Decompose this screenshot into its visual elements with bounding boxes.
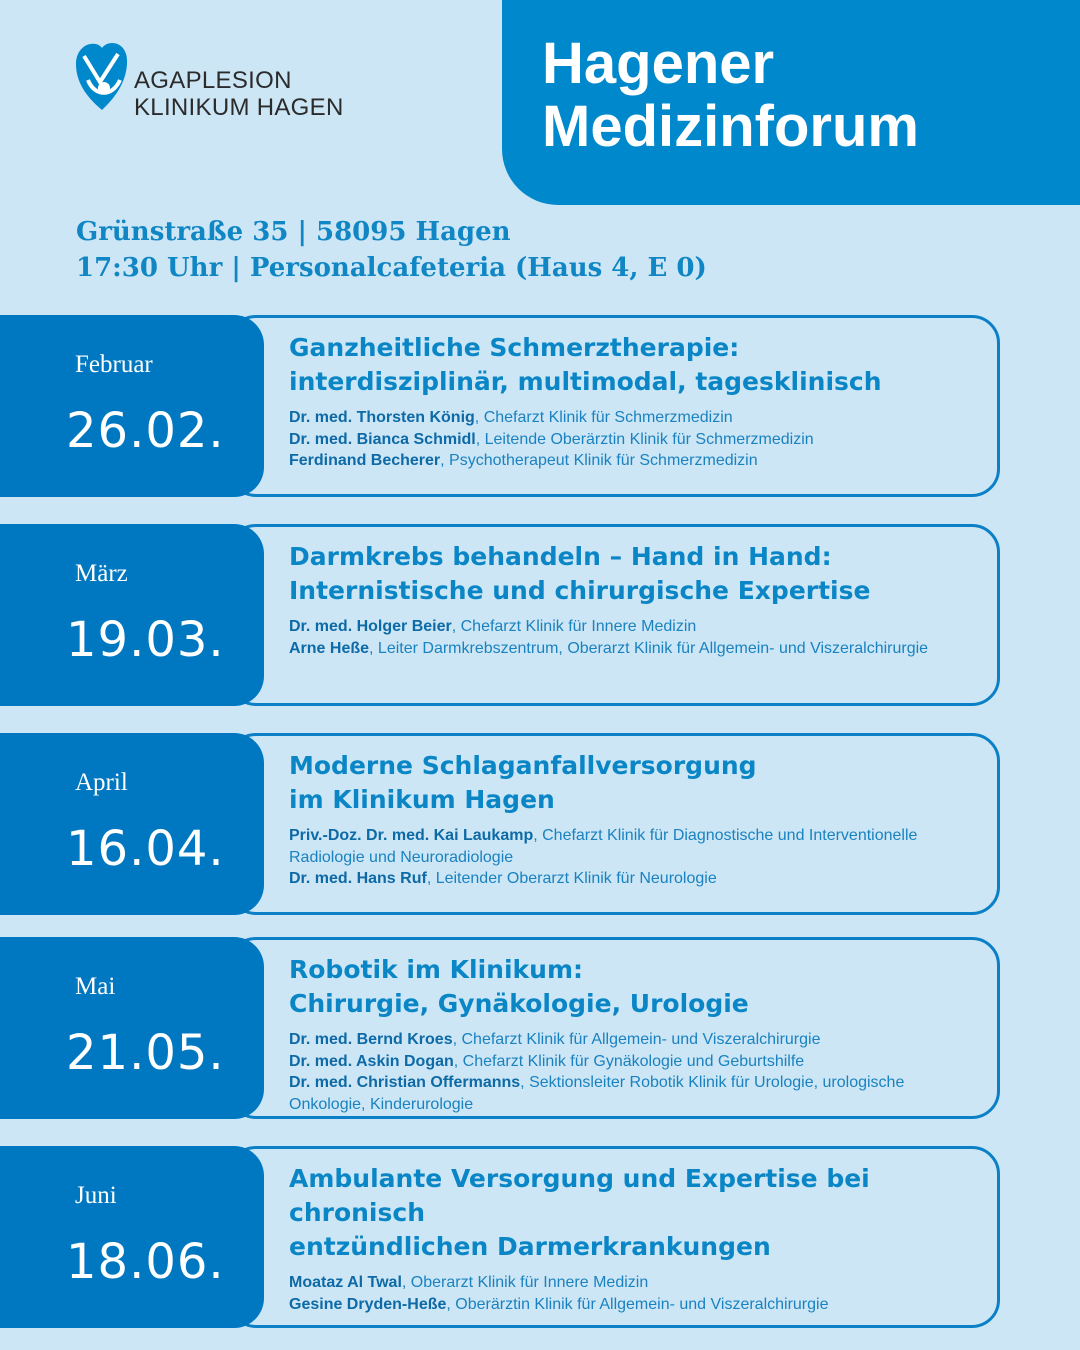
speaker [289,1051,979,1073]
event-month: April [75,769,128,796]
event-title [289,1162,979,1264]
event-content [289,1162,979,1315]
heart-person-icon [74,40,130,116]
event-title-line2: entzündlichen Darmerkrankungen [289,1232,771,1261]
speaker-name: Gesine Dryden-Heße [289,1295,447,1313]
speaker-name: Priv.-Doz. Dr. med. Kai Laukamp [289,827,534,844]
speaker-role: , Chefarzt Klinik für Gynäkologie und Geburtshilfe [453,1052,805,1070]
event-title-line1: Ambulante Versorgung und Expertise bei chronisch [289,1164,870,1227]
page-title [542,32,919,158]
speaker-role: , Chefarzt Klinik für Innere Medizin [451,618,697,635]
speaker [289,825,979,868]
event-card [0,937,1000,1119]
venue-time-place: 17:30 Uhr | Personalcafeteria (Haus 4, E 0) [76,253,707,283]
event-title [289,953,979,1021]
event-title-line2: Internistische und chirurgische Expertise [289,576,871,605]
event-content [289,953,979,1115]
event-title-line2: im Klinikum Hagen [289,785,555,814]
speaker-role: , Chefarzt Klinik für Allgemein- und Viszeralchirurgie [452,1031,821,1048]
event-date-box [0,937,264,1119]
speaker-role: , Chefarzt Klinik für Schmerzmedizin [474,409,733,426]
event-date-box [0,1146,264,1328]
venue-info [76,214,707,286]
speaker-role: , Chefarzt Klinik für Diagnostische und Interventionelle Radiologie und Neuroradiologie [289,827,918,866]
event-month: Mai [75,973,116,1000]
speaker-role: , Oberärztin Klinik für Allgemein- und Viszeralchirurgie [446,1295,829,1313]
event-title-line1: Ganzheitliche Schmerztherapie: [289,333,740,362]
event-content [289,331,979,472]
event-date: 21.05. [66,1025,225,1081]
speaker-role: , Oberarzt Klinik für Innere Medizin [401,1274,649,1291]
event-date: 18.06. [66,1234,225,1290]
event-card [0,1146,1000,1328]
speaker-name: Dr. med. Bianca Schmidl [289,430,476,448]
speaker [289,1072,979,1115]
speaker-name: Dr. med. Christian Offermanns [289,1074,521,1091]
event-month: Juni [75,1182,117,1209]
speaker [289,450,979,472]
event-title-line2: Chirurgie, Gynäkologie, Urologie [289,989,749,1018]
event-date: 19.03. [66,612,225,668]
event-date: 16.04. [66,821,225,877]
speaker-role: , Sektionsleiter Robotik Klinik für Urologie, urologische Onkologie, Kinderurologie [289,1074,905,1113]
page-title-line2: Medizinforum [542,94,919,159]
page-title-line1: Hagener [542,31,775,96]
speaker-role: , Leitende Oberärztin Klinik für Schmerzmedizin [475,430,814,448]
speaker-role: , Psychotherapeut Klinik für Schmerzmedizin [440,452,758,469]
event-date-box [0,315,264,497]
speaker [289,616,979,638]
speaker [289,638,979,660]
event-date: 26.02. [66,403,225,459]
event-content [289,540,979,659]
speaker [289,1294,979,1316]
event-title [289,540,979,608]
event-month: Februar [75,351,153,378]
speaker [289,429,979,451]
event-title-line1: Robotik im Klinikum: [289,955,584,984]
event-title-line1: Darmkrebs behandeln – Hand in Hand: [289,542,832,571]
speaker-role: , Leitender Oberarzt Klinik für Neurologie [426,870,717,887]
event-title-line1: Moderne Schlaganfallversorgung [289,751,757,780]
event-date-box [0,733,264,915]
event-month: März [75,560,128,587]
event-content [289,749,979,890]
event-card [0,315,1000,497]
event-title-line2: interdisziplinär, multimodal, tagesklinisch [289,367,882,396]
brand-logo [74,40,374,130]
event-card [0,733,1000,915]
speaker-name: Dr. med. Holger Beier [289,618,452,635]
brand-name-line1: AGAPLESION [134,67,292,94]
venue-address: Grünstraße 35 | 58095 Hagen [76,217,511,247]
event-title [289,749,979,817]
event-title [289,331,979,399]
speaker-name: Moataz Al Twal [289,1274,402,1291]
brand-name [134,67,344,121]
speaker-name: Dr. med. Thorsten König [289,409,475,426]
speaker [289,1272,979,1294]
speaker [289,407,979,429]
event-date-box [0,524,264,706]
speaker-name: Dr. med. Askin Dogan [289,1052,454,1070]
speaker-name: Arne Heße [289,639,370,657]
brand-name-line2: KLINIKUM HAGEN [134,94,344,121]
speaker-name: Dr. med. Hans Ruf [289,870,427,887]
event-card [0,524,1000,706]
speaker-name: Ferdinand Becherer [289,452,441,469]
speaker [289,1029,979,1051]
title-banner [502,0,1080,205]
speaker-name: Dr. med. Bernd Kroes [289,1031,453,1048]
speaker-role: , Leiter Darmkrebszentrum, Oberarzt Klinik für Allgemein- und Viszeralchirurgie [369,639,929,657]
speaker [289,868,979,890]
